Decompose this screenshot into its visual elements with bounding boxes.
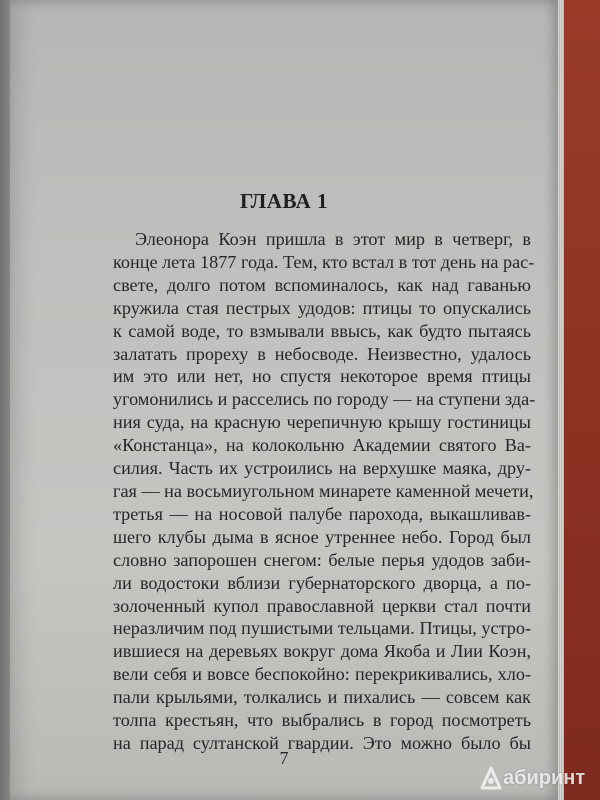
page-stack-edge [558, 0, 564, 800]
text-line: к самой воде, то взмывали ввысь, как будто пытаясь [113, 320, 531, 341]
text-line: ли водостоки вблизи губернаторского дворца, а по- [113, 572, 531, 593]
text-line: толпа крестьян, что выбрались в город посмотреть [113, 710, 531, 731]
text-line: третья — на носовой палубе парохода, выкашливав- [113, 503, 531, 524]
chapter-title: ГЛАВА 1 [239, 189, 329, 213]
text-line: шего клубы дыма в ясное утреннее небо. Город был [113, 526, 531, 547]
text-line: на парад султанской гвардии. Это можно было бы [113, 732, 531, 753]
text-line: кружила стая пестрых удодов: птицы то опускались [113, 297, 531, 318]
text-line: силия. Часть их устроились на верхушке маяка, дру- [113, 458, 531, 479]
text-line: угомонились и расселись по городу — на ступени зда- [113, 389, 536, 410]
text-line: золоченный купол православной церкви стал почти [113, 595, 531, 616]
text-line: Элеонора Коэн пришла в этот мир в четверг, в [135, 229, 531, 249]
text-line: конце лета 1877 года. Тем, кто встал в тот день на рас- [113, 251, 535, 272]
text-line: ния суда, на красную черепичную крышу гостиницы [113, 412, 531, 433]
body-text [113, 228, 536, 755]
book-page [10, 0, 558, 800]
text-line: ившиеся на деревьях вокруг дома Якоба и Лии Коэн, [113, 641, 531, 662]
labyrinth-logo-icon [480, 766, 502, 790]
text-line: пали крыльями, толкались и пихались — совсем как [113, 687, 531, 708]
text-line: залатать прореху в небосводе. Неизвестно, удалось [113, 343, 531, 364]
text-line: неразличим под пушистыми тельцами. Птицы, устро- [113, 618, 531, 639]
text-line: «Констанца», на колокольню Академии святого Ва- [113, 435, 531, 456]
page-number: 7 [279, 748, 289, 768]
text-line: словно запорошен снегом: белые перья удодов заби- [113, 549, 531, 570]
text-line: гая — на восьмиугольном минарете каменной мечети, [113, 480, 534, 501]
text-line: свете, долго потом вспоминалось, как над гаванью [113, 274, 531, 295]
text-line: вели себя и вовсе беспокойно: перекрикивались, хло- [113, 664, 531, 685]
text-line: им это или нет, но спустя некоторое время птицы [113, 366, 531, 387]
watermark-logo [480, 760, 598, 796]
watermark-text: абиринт [503, 766, 586, 789]
